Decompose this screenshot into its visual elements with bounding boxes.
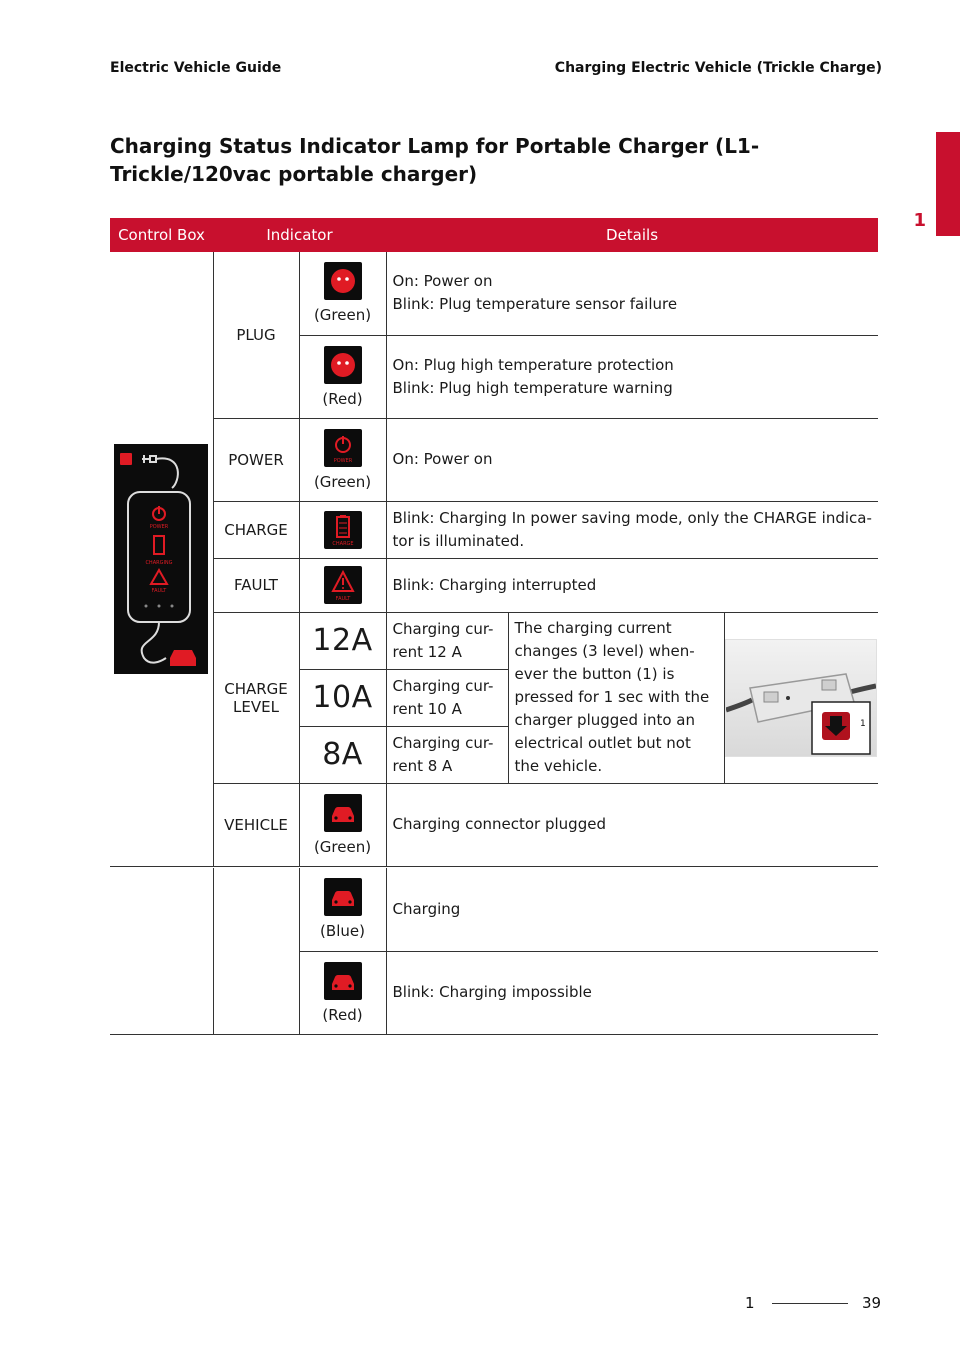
charge-indicator xyxy=(299,501,386,558)
power-icon-text: POWER xyxy=(333,457,352,464)
charge-details: Blink: Charging In power saving mode, only the CHARGE indica-tor is illuminated. xyxy=(386,501,878,558)
vehicle-red-caption: (Red) xyxy=(322,1005,363,1024)
plug-red-caption: (Red) xyxy=(322,389,363,408)
vehicle-green-details: Charging connector plugged xyxy=(386,783,878,866)
level-8a: 8A xyxy=(299,726,386,783)
plug-red-detail-on: On: Plug high temperature protection xyxy=(392,355,674,374)
plug-green-caption: (Green) xyxy=(313,306,372,325)
charge-label: CHARGE xyxy=(213,501,299,558)
power-icon xyxy=(324,429,362,467)
plug-red-detail-blink: Blink: Plug high temperature warning xyxy=(392,378,673,397)
header-indicator: Indicator xyxy=(213,218,386,252)
charge-level-note: The charging current changes (3 level) when-ever the button (1) is pressed for 1 sec with the charger plugged into an electrical outlet but not the vehicle. xyxy=(508,612,724,783)
footer-page-number: 39 xyxy=(862,1294,882,1312)
level-10a-details: Charging cur-rent 10 A xyxy=(386,669,508,726)
plug-green-detail-on: On: Power on xyxy=(392,272,493,291)
power-label: POWER xyxy=(213,418,299,501)
level-10a: 10A xyxy=(299,669,386,726)
fault-warning-icon xyxy=(324,566,362,604)
vehicle-red-indicator xyxy=(299,951,386,1034)
photo-callout-number: 1 xyxy=(860,718,867,729)
plug-green-indicator xyxy=(299,252,386,335)
charger-button-photo-cell xyxy=(724,612,878,783)
plug-lamp-icon xyxy=(120,453,132,465)
header-control-box: Control Box xyxy=(110,218,213,252)
control-box-power-label: POWER xyxy=(149,523,169,530)
header-details: Details xyxy=(386,218,878,252)
level-12a-details: Charging cur-rent 12 A xyxy=(386,612,508,669)
plug-green-details xyxy=(386,252,878,335)
vehicle-blue-details: Charging xyxy=(386,868,878,951)
control-box-charging-label: CHARGING xyxy=(145,559,173,566)
indicator-table-continued xyxy=(110,868,878,1035)
page-title: Charging Status Indicator Lamp for Portable Charger (L1-Trickle/120vac portable charger) xyxy=(110,134,760,186)
plug-red-details xyxy=(386,335,878,418)
vehicle-red-details: Blink: Charging impossible xyxy=(386,951,878,1034)
running-header-left: Electric Vehicle Guide xyxy=(110,60,282,76)
plug-green-detail-blink: Blink: Plug temperature sensor failure xyxy=(392,295,678,314)
control-box-cell-continued xyxy=(110,868,213,1034)
fault-details: Blink: Charging interrupted xyxy=(386,558,878,612)
power-caption: (Green) xyxy=(313,472,372,491)
footer-chapter-number: 1 xyxy=(745,1294,755,1312)
chapter-tab-number: 1 xyxy=(913,210,926,231)
charge-battery-icon xyxy=(324,511,362,549)
charge-level-label: CHARGE LEVEL xyxy=(213,612,299,783)
control-box-cell xyxy=(110,252,213,866)
chapter-tab xyxy=(936,132,960,236)
plug-red-indicator xyxy=(299,335,386,418)
level-12a: 12A xyxy=(299,612,386,669)
plug-red-icon xyxy=(324,346,362,384)
vehicle-label-continued xyxy=(213,868,299,1034)
vehicle-green-indicator xyxy=(299,783,386,866)
vehicle-blue-indicator xyxy=(299,868,386,951)
car-icon xyxy=(324,878,362,916)
vehicle-lamp-icon xyxy=(170,650,196,666)
indicator-table xyxy=(110,218,878,867)
control-box-fault-label: FAULT xyxy=(151,587,167,594)
charger-button-photo xyxy=(725,639,877,757)
car-icon xyxy=(324,794,362,832)
power-indicator xyxy=(299,418,386,501)
footer-divider xyxy=(772,1303,848,1304)
control-box-image xyxy=(114,444,208,674)
power-details: On: Power on xyxy=(386,418,878,501)
car-icon xyxy=(324,962,362,1000)
fault-label: FAULT xyxy=(213,558,299,612)
charge-icon-text: CHARGE xyxy=(331,540,354,547)
fault-indicator xyxy=(299,558,386,612)
vehicle-label: VEHICLE xyxy=(213,783,299,866)
fault-icon-text: FAULT xyxy=(335,596,350,602)
running-header-right: Charging Electric Vehicle (Trickle Charge) xyxy=(554,60,882,76)
level-8a-details: Charging cur-rent 8 A xyxy=(386,726,508,783)
plug-green-icon xyxy=(324,262,362,300)
vehicle-green-caption: (Green) xyxy=(313,837,372,856)
vehicle-blue-caption: (Blue) xyxy=(320,922,365,941)
plug-label: PLUG xyxy=(213,252,299,418)
